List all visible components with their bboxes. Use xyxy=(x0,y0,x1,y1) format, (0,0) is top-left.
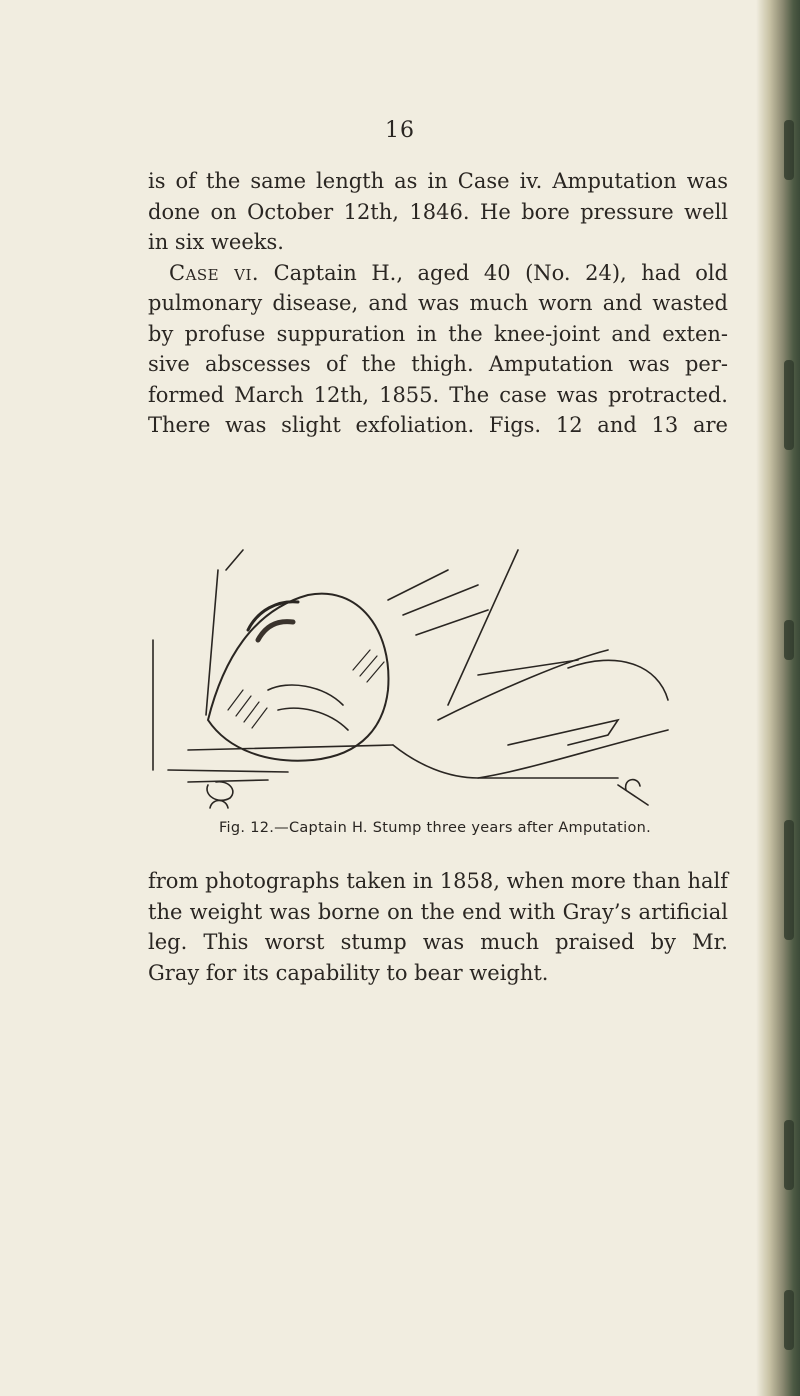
paragraph-bottom xyxy=(148,866,728,988)
text-line: sive abscesses of the thigh. Amputation was per- xyxy=(148,352,728,376)
case-heading: Case vi. xyxy=(169,260,260,285)
page-number: 16 xyxy=(385,118,415,143)
text-line: by profuse suppuration in the knee-joint and exten- xyxy=(148,321,728,346)
text-line: pulmonary disease, and was much worn and wasted xyxy=(148,291,728,315)
text-line: is of the same length as in Case iv. Amputation was xyxy=(148,169,728,193)
text-line: formed March 12th, 1855. The case was protracted. xyxy=(148,382,728,407)
page-edge-shadow xyxy=(756,0,800,1396)
figure-stump-illustration xyxy=(148,540,718,810)
text-line: done on October 12th, 1846. He bore pressure well xyxy=(148,199,728,224)
text-line: in six weeks. xyxy=(148,230,284,254)
text-line: the weight was borne on the end with Gray’s artificial xyxy=(148,899,728,924)
text-line: from photographs taken in 1858, when more than half xyxy=(148,869,728,893)
text-line: leg. This worst stump was much praised by Mr. xyxy=(148,930,728,954)
text-line: Gray for its capability to bear weight. xyxy=(148,960,549,985)
text-line xyxy=(148,258,728,289)
case-text: Captain H., aged 40 (No. 24), had old xyxy=(273,260,729,285)
figure-caption: Fig. 12.—Captain H. Stump three years after Amputation. xyxy=(218,820,652,836)
paragraph-top xyxy=(148,166,728,441)
text-line: There was slight exfoliation. Figs. 12 and 13 are xyxy=(148,413,728,437)
